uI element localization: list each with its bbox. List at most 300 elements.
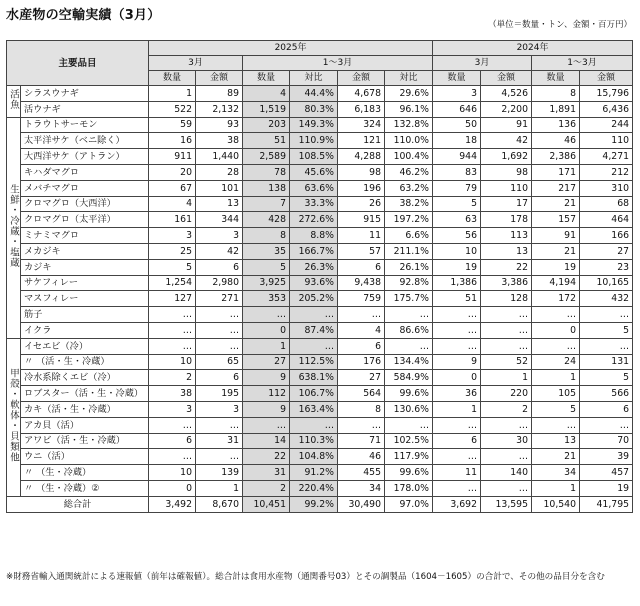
- total-value-cell: 30,490: [338, 496, 385, 512]
- value-cell: 1: [196, 480, 243, 496]
- item-name: イセエビ（冷）: [21, 338, 149, 354]
- year-2024-header: 2024年: [433, 41, 633, 56]
- value-cell: 121: [338, 133, 385, 149]
- value-cell: 7: [243, 196, 290, 212]
- value-cell: 2,386: [532, 149, 580, 165]
- value-cell: …: [433, 307, 481, 323]
- value-cell: 211.1%: [385, 243, 433, 259]
- value-cell: 944: [433, 149, 481, 165]
- main-item-header: 主要品目: [7, 41, 149, 86]
- value-cell: 106.7%: [290, 386, 338, 402]
- item-name: 〃 （生・冷蔵）②: [21, 480, 149, 496]
- value-cell: 45.6%: [290, 164, 338, 180]
- value-cell: 4,526: [481, 86, 532, 102]
- value-cell: 67: [149, 180, 196, 196]
- value-cell: …: [149, 417, 196, 433]
- value-cell: 83: [433, 164, 481, 180]
- category-label: [7, 117, 21, 338]
- value-cell: 38: [196, 133, 243, 149]
- janmar-2025-header: 1～3月: [243, 56, 433, 71]
- value-cell: …: [149, 338, 196, 354]
- table-row: [7, 480, 633, 496]
- value-cell: 2,200: [481, 101, 532, 117]
- value-cell: 78: [243, 164, 290, 180]
- value-cell: 98: [338, 164, 385, 180]
- value-cell: 110.0%: [385, 133, 433, 149]
- value-cell: 1: [532, 480, 580, 496]
- value-cell: 46: [532, 133, 580, 149]
- amount-header: 金額: [481, 71, 532, 86]
- table-row: [7, 243, 633, 259]
- value-cell: 34: [532, 465, 580, 481]
- value-cell: 91.2%: [290, 465, 338, 481]
- value-cell: 4,288: [338, 149, 385, 165]
- value-cell: 915: [338, 212, 385, 228]
- value-cell: 172: [532, 291, 580, 307]
- value-cell: 36: [433, 386, 481, 402]
- value-cell: 646: [433, 101, 481, 117]
- value-cell: 110.9%: [290, 133, 338, 149]
- value-cell: 42: [481, 133, 532, 149]
- table-row: [7, 117, 633, 133]
- value-cell: 195: [196, 386, 243, 402]
- value-cell: 2: [481, 401, 532, 417]
- table-row: [7, 433, 633, 449]
- value-cell: 3: [196, 401, 243, 417]
- value-cell: 6.6%: [385, 228, 433, 244]
- total-value-cell: 41,795: [580, 496, 633, 512]
- value-cell: 10: [149, 354, 196, 370]
- value-cell: …: [290, 307, 338, 323]
- value-cell: 6: [433, 433, 481, 449]
- value-cell: 100.4%: [385, 149, 433, 165]
- value-cell: …: [481, 417, 532, 433]
- value-cell: …: [290, 338, 338, 354]
- value-cell: 11: [338, 228, 385, 244]
- category-label-text: 生鮮・冷蔵・塩蔵: [8, 183, 19, 268]
- value-cell: 15,796: [580, 86, 633, 102]
- value-cell: 63.2%: [385, 180, 433, 196]
- value-cell: 911: [149, 149, 196, 165]
- value-cell: 176: [338, 354, 385, 370]
- value-cell: 10: [149, 465, 196, 481]
- value-cell: 63.6%: [290, 180, 338, 196]
- value-cell: 87.4%: [290, 322, 338, 338]
- unit-note: （単位＝数量・トン、金額・百万円）: [488, 20, 632, 30]
- value-cell: 98: [481, 164, 532, 180]
- value-cell: 56: [433, 228, 481, 244]
- table-row: [7, 417, 633, 433]
- total-value-cell: 10,451: [243, 496, 290, 512]
- value-cell: …: [532, 338, 580, 354]
- value-cell: 310: [580, 180, 633, 196]
- value-cell: 26.3%: [290, 259, 338, 275]
- value-cell: 1,254: [149, 275, 196, 291]
- value-cell: 127: [149, 291, 196, 307]
- value-cell: 564: [338, 386, 385, 402]
- value-cell: 134.4%: [385, 354, 433, 370]
- value-cell: 8: [338, 401, 385, 417]
- value-cell: 21: [532, 243, 580, 259]
- value-cell: …: [196, 322, 243, 338]
- table-body: [7, 86, 633, 513]
- value-cell: 6: [580, 401, 633, 417]
- qty-header: 数量: [532, 71, 580, 86]
- value-cell: 149.3%: [290, 117, 338, 133]
- value-cell: …: [580, 307, 633, 323]
- value-cell: 26.1%: [385, 259, 433, 275]
- value-cell: 117.9%: [385, 449, 433, 465]
- value-cell: 92.8%: [385, 275, 433, 291]
- value-cell: 0: [532, 322, 580, 338]
- value-cell: 22: [481, 259, 532, 275]
- value-cell: 464: [580, 212, 633, 228]
- value-cell: 33.3%: [290, 196, 338, 212]
- item-name: サケフィレー: [21, 275, 149, 291]
- value-cell: 2,132: [196, 101, 243, 117]
- value-cell: 46: [338, 449, 385, 465]
- value-cell: …: [196, 449, 243, 465]
- value-cell: …: [196, 417, 243, 433]
- value-cell: 4: [149, 196, 196, 212]
- value-cell: 8: [532, 86, 580, 102]
- value-cell: 175.7%: [385, 291, 433, 307]
- item-name: キハダマグロ: [21, 164, 149, 180]
- qty-header: 数量: [433, 71, 481, 86]
- value-cell: …: [532, 307, 580, 323]
- value-cell: 584.9%: [385, 370, 433, 386]
- value-cell: 21: [532, 449, 580, 465]
- item-name: イクラ: [21, 322, 149, 338]
- value-cell: 10,165: [580, 275, 633, 291]
- value-cell: 212: [580, 164, 633, 180]
- item-name: 筋子: [21, 307, 149, 323]
- value-cell: 0: [433, 370, 481, 386]
- value-cell: 65: [196, 354, 243, 370]
- value-cell: 178.0%: [385, 480, 433, 496]
- value-cell: 432: [580, 291, 633, 307]
- value-cell: 344: [196, 212, 243, 228]
- value-cell: 3: [433, 86, 481, 102]
- value-cell: …: [196, 338, 243, 354]
- value-cell: …: [385, 307, 433, 323]
- table-row: [7, 386, 633, 402]
- value-cell: 27: [580, 243, 633, 259]
- value-cell: …: [149, 322, 196, 338]
- value-cell: 1,386: [433, 275, 481, 291]
- value-cell: 4: [338, 322, 385, 338]
- value-cell: 71: [338, 433, 385, 449]
- value-cell: …: [580, 417, 633, 433]
- value-cell: 4: [243, 86, 290, 102]
- value-cell: 108.5%: [290, 149, 338, 165]
- table-row: [7, 86, 633, 102]
- value-cell: 105: [532, 386, 580, 402]
- value-cell: 19: [532, 259, 580, 275]
- amount-header: 金額: [338, 71, 385, 86]
- value-cell: 17: [481, 196, 532, 212]
- total-value-cell: 3,492: [149, 496, 196, 512]
- value-cell: 3: [149, 228, 196, 244]
- value-cell: 4,271: [580, 149, 633, 165]
- value-cell: 34: [338, 480, 385, 496]
- value-cell: 157: [532, 212, 580, 228]
- value-cell: 2: [149, 370, 196, 386]
- value-cell: 6: [149, 433, 196, 449]
- value-cell: 220: [481, 386, 532, 402]
- value-cell: 28: [196, 164, 243, 180]
- item-name: 冷水系除くエビ（冷）: [21, 370, 149, 386]
- value-cell: 9: [243, 401, 290, 417]
- value-cell: 89: [196, 86, 243, 102]
- item-name: 〃 （生・冷蔵）: [21, 465, 149, 481]
- value-cell: …: [481, 480, 532, 496]
- value-cell: 10: [433, 243, 481, 259]
- item-name: 〃 （活・生・冷蔵）: [21, 354, 149, 370]
- value-cell: 166.7%: [290, 243, 338, 259]
- ratio-header: 対比: [385, 71, 433, 86]
- value-cell: 1,519: [243, 101, 290, 117]
- category-label: [7, 338, 21, 496]
- value-cell: 38.2%: [385, 196, 433, 212]
- value-cell: 138: [243, 180, 290, 196]
- value-cell: 5: [580, 322, 633, 338]
- item-name: 大西洋サケ（アトラン）: [21, 149, 149, 165]
- amount-header: 金額: [580, 71, 633, 86]
- value-cell: 132.8%: [385, 117, 433, 133]
- item-name: ウニ（活）: [21, 449, 149, 465]
- value-cell: 93: [196, 117, 243, 133]
- value-cell: …: [243, 307, 290, 323]
- value-cell: …: [481, 449, 532, 465]
- value-cell: 130.6%: [385, 401, 433, 417]
- item-name: 活ウナギ: [21, 101, 149, 117]
- value-cell: 18: [433, 133, 481, 149]
- value-cell: 27: [243, 354, 290, 370]
- value-cell: 5: [149, 259, 196, 275]
- value-cell: 220.4%: [290, 480, 338, 496]
- value-cell: 24: [532, 354, 580, 370]
- value-cell: 166: [580, 228, 633, 244]
- value-cell: 23: [580, 259, 633, 275]
- air-transport-table: [6, 40, 633, 513]
- table-row: [7, 401, 633, 417]
- value-cell: …: [481, 322, 532, 338]
- value-cell: 139: [196, 465, 243, 481]
- value-cell: 52: [481, 354, 532, 370]
- value-cell: 16: [149, 133, 196, 149]
- item-name: アワビ（活・生・冷蔵）: [21, 433, 149, 449]
- value-cell: 63: [433, 212, 481, 228]
- value-cell: 428: [243, 212, 290, 228]
- value-cell: …: [385, 417, 433, 433]
- table-row: [7, 212, 633, 228]
- table-row: [7, 149, 633, 165]
- table-title: 水産物の空輸実績（3月）: [6, 8, 161, 23]
- value-cell: 57: [338, 243, 385, 259]
- value-cell: 13: [481, 243, 532, 259]
- value-cell: …: [149, 449, 196, 465]
- value-cell: 68: [580, 196, 633, 212]
- value-cell: 13: [532, 433, 580, 449]
- total-value-cell: 99.2%: [290, 496, 338, 512]
- value-cell: 86.6%: [385, 322, 433, 338]
- value-cell: 6: [196, 370, 243, 386]
- total-value-cell: 8,670: [196, 496, 243, 512]
- value-cell: 5: [243, 259, 290, 275]
- value-cell: 1,891: [532, 101, 580, 117]
- march-2024-header: 3月: [433, 56, 532, 71]
- value-cell: 11: [433, 465, 481, 481]
- value-cell: 27: [338, 370, 385, 386]
- value-cell: 14: [243, 433, 290, 449]
- table-row: [7, 354, 633, 370]
- value-cell: 1,440: [196, 149, 243, 165]
- value-cell: 112: [243, 386, 290, 402]
- value-cell: 104.8%: [290, 449, 338, 465]
- qty-header: 数量: [243, 71, 290, 86]
- total-row: [7, 496, 633, 512]
- value-cell: 1: [433, 401, 481, 417]
- value-cell: 79: [433, 180, 481, 196]
- value-cell: 1: [243, 338, 290, 354]
- value-cell: …: [149, 307, 196, 323]
- table-row: [7, 465, 633, 481]
- value-cell: …: [433, 417, 481, 433]
- value-cell: 244: [580, 117, 633, 133]
- value-cell: 5: [532, 401, 580, 417]
- value-cell: 0: [243, 322, 290, 338]
- ratio-header: 対比: [290, 71, 338, 86]
- value-cell: 522: [149, 101, 196, 117]
- value-cell: …: [481, 338, 532, 354]
- value-cell: 21: [532, 196, 580, 212]
- value-cell: …: [532, 417, 580, 433]
- value-cell: 42: [196, 243, 243, 259]
- value-cell: …: [580, 338, 633, 354]
- value-cell: 91: [532, 228, 580, 244]
- value-cell: 178: [481, 212, 532, 228]
- value-cell: 196: [338, 180, 385, 196]
- value-cell: …: [338, 417, 385, 433]
- value-cell: 0: [149, 480, 196, 496]
- value-cell: 9: [433, 354, 481, 370]
- category-label: [7, 86, 21, 118]
- value-cell: 99.6%: [385, 386, 433, 402]
- value-cell: 38: [149, 386, 196, 402]
- value-cell: 99.6%: [385, 465, 433, 481]
- value-cell: 6: [338, 259, 385, 275]
- value-cell: 25: [149, 243, 196, 259]
- value-cell: 171: [532, 164, 580, 180]
- table-row: [7, 164, 633, 180]
- value-cell: 759: [338, 291, 385, 307]
- amount-header: 金額: [196, 71, 243, 86]
- value-cell: 31: [243, 465, 290, 481]
- value-cell: …: [243, 417, 290, 433]
- table-row: [7, 133, 633, 149]
- value-cell: 6,436: [580, 101, 633, 117]
- item-name: クロマグロ（大西洋）: [21, 196, 149, 212]
- march-2025-header: 3月: [149, 56, 243, 71]
- value-cell: 4,194: [532, 275, 580, 291]
- total-value-cell: 97.0%: [385, 496, 433, 512]
- value-cell: 1,692: [481, 149, 532, 165]
- value-cell: 51: [433, 291, 481, 307]
- value-cell: 5: [433, 196, 481, 212]
- value-cell: 1: [481, 370, 532, 386]
- value-cell: …: [433, 449, 481, 465]
- table-row: [7, 228, 633, 244]
- value-cell: 3: [196, 228, 243, 244]
- value-cell: 9,438: [338, 275, 385, 291]
- total-label: 総合計: [7, 496, 149, 512]
- value-cell: 136: [532, 117, 580, 133]
- value-cell: 70: [580, 433, 633, 449]
- table-row: [7, 370, 633, 386]
- value-cell: 5: [580, 370, 633, 386]
- value-cell: 9: [243, 370, 290, 386]
- value-cell: 324: [338, 117, 385, 133]
- value-cell: 197.2%: [385, 212, 433, 228]
- value-cell: 110: [481, 180, 532, 196]
- value-cell: 20: [149, 164, 196, 180]
- year-2025-header: 2025年: [149, 41, 433, 56]
- value-cell: 80.3%: [290, 101, 338, 117]
- value-cell: 3,386: [481, 275, 532, 291]
- janmar-2024-header: 1～3月: [532, 56, 633, 71]
- value-cell: 128: [481, 291, 532, 307]
- value-cell: 112.5%: [290, 354, 338, 370]
- value-cell: 19: [580, 480, 633, 496]
- value-cell: …: [338, 307, 385, 323]
- value-cell: 22: [243, 449, 290, 465]
- value-cell: 29.6%: [385, 86, 433, 102]
- qty-header: 数量: [149, 71, 196, 86]
- value-cell: 44.4%: [290, 86, 338, 102]
- value-cell: 46.2%: [385, 164, 433, 180]
- value-cell: 101: [196, 180, 243, 196]
- value-cell: 638.1%: [290, 370, 338, 386]
- value-cell: 140: [481, 465, 532, 481]
- value-cell: 91: [481, 117, 532, 133]
- value-cell: 26: [338, 196, 385, 212]
- table-row: [7, 180, 633, 196]
- value-cell: 131: [580, 354, 633, 370]
- value-cell: 6: [196, 259, 243, 275]
- table-row: [7, 259, 633, 275]
- value-cell: 102.5%: [385, 433, 433, 449]
- value-cell: 203: [243, 117, 290, 133]
- value-cell: 4,678: [338, 86, 385, 102]
- value-cell: …: [481, 307, 532, 323]
- value-cell: 35: [243, 243, 290, 259]
- value-cell: 1: [149, 86, 196, 102]
- value-cell: …: [196, 307, 243, 323]
- value-cell: 161: [149, 212, 196, 228]
- value-cell: 8.8%: [290, 228, 338, 244]
- value-cell: 353: [243, 291, 290, 307]
- value-cell: 59: [149, 117, 196, 133]
- item-name: メカジキ: [21, 243, 149, 259]
- item-name: シラスウナギ: [21, 86, 149, 102]
- value-cell: 50: [433, 117, 481, 133]
- value-cell: …: [433, 480, 481, 496]
- table-row: [7, 449, 633, 465]
- value-cell: 39: [580, 449, 633, 465]
- value-cell: …: [433, 338, 481, 354]
- value-cell: 272.6%: [290, 212, 338, 228]
